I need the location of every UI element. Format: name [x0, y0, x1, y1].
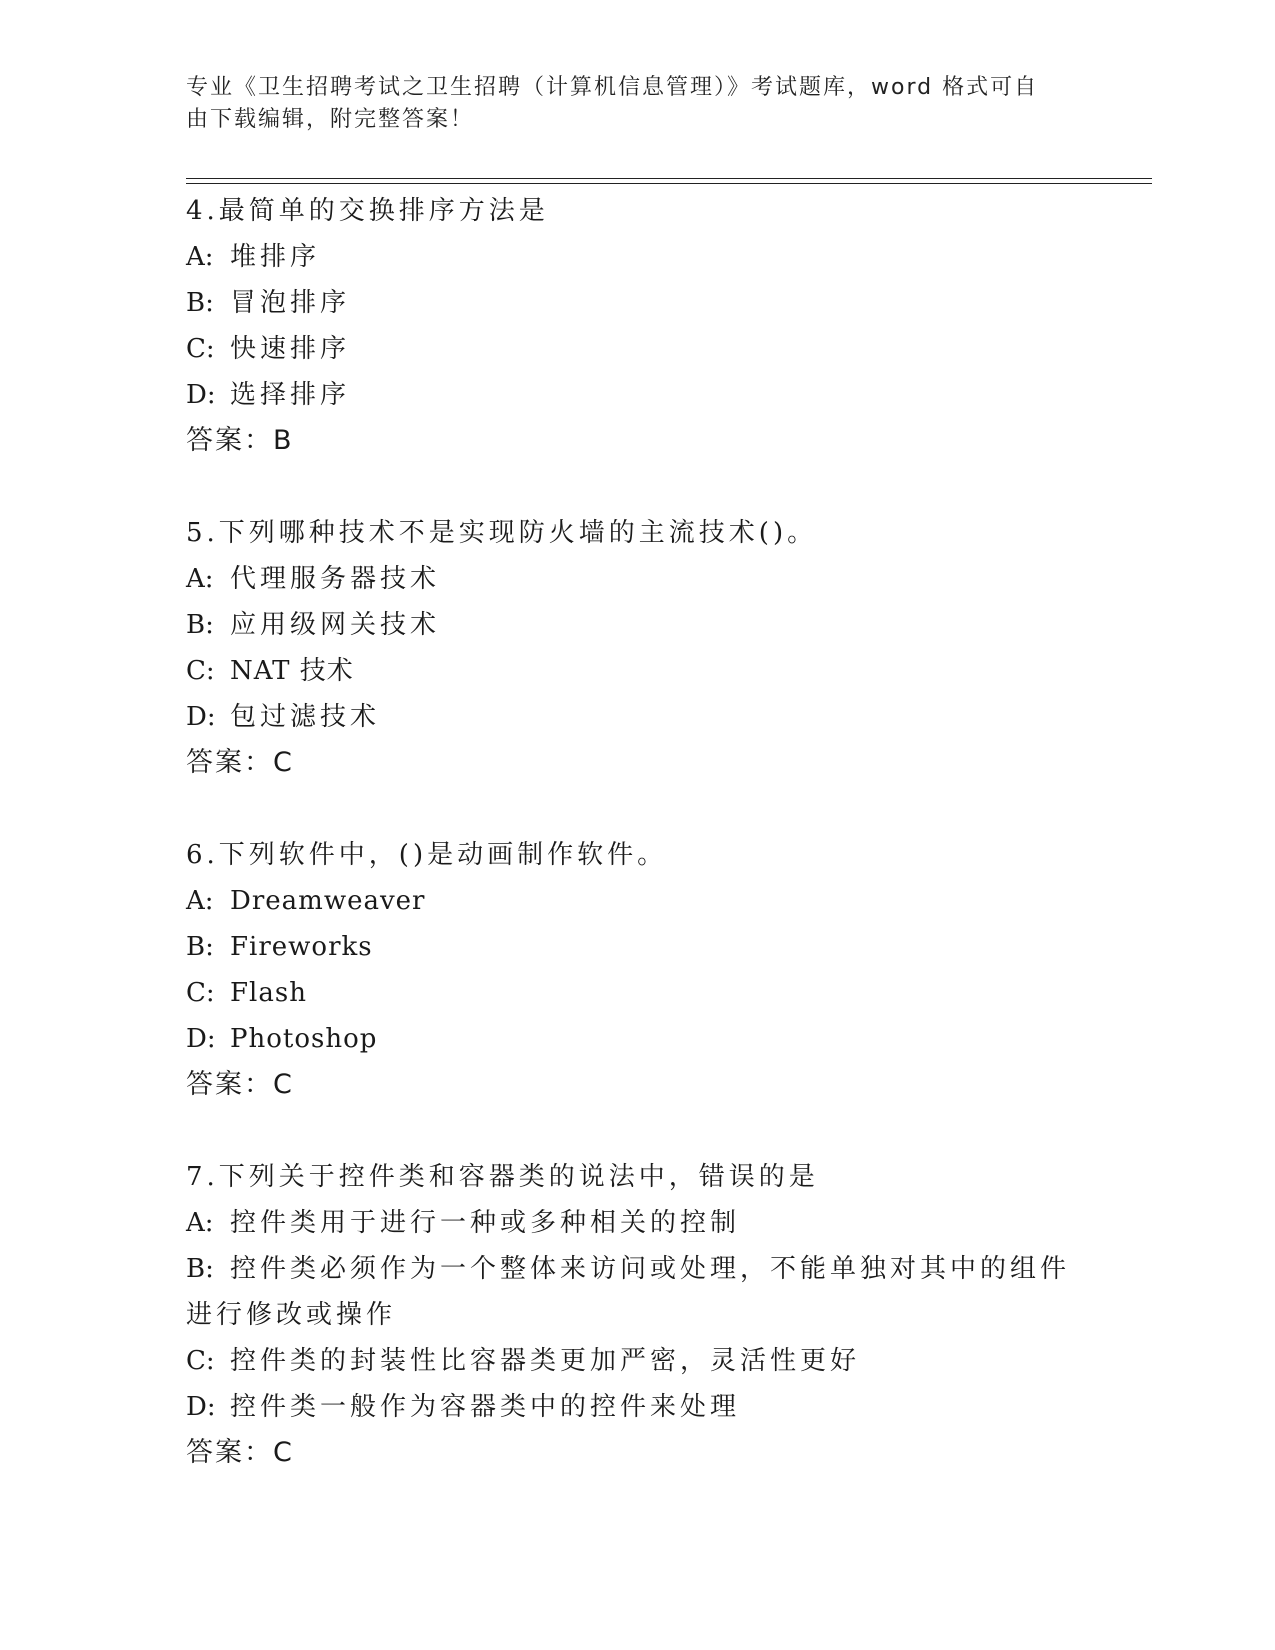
- option-a: [186, 234, 1086, 280]
- option-text: 应用级网关技术: [230, 610, 441, 640]
- option-letter: A:: [186, 242, 214, 272]
- option-d: [186, 372, 1086, 418]
- option-letter: B:: [186, 610, 214, 640]
- option-letter: C:: [186, 1346, 215, 1376]
- option-letter: D:: [186, 1392, 216, 1422]
- question-stem: 5.下列哪种技术不是实现防火墙的主流技术()。: [186, 518, 818, 548]
- option-d: [186, 1016, 1086, 1062]
- option-letter: B:: [186, 932, 214, 962]
- option-b: [186, 1246, 1086, 1338]
- header-line-1: 专业《卫生招聘考试之卫生招聘（计算机信息管理）》考试题库，word 格式可自: [186, 75, 1039, 100]
- answer-label: 答案：B: [186, 425, 294, 456]
- option-letter: B:: [186, 288, 214, 318]
- option-b: [186, 924, 1086, 970]
- option-b: [186, 602, 1086, 648]
- option-letter: D:: [186, 380, 216, 410]
- option-text: 代理服务器技术: [230, 564, 441, 594]
- document-header: [186, 72, 1066, 136]
- question-7: [186, 1154, 1086, 1476]
- option-text: Fireworks: [230, 932, 373, 962]
- option-text: 控件类用于进行一种或多种相关的控制: [230, 1208, 741, 1238]
- header-divider-bottom: [186, 183, 1152, 184]
- option-text: 冒泡排序: [230, 288, 351, 318]
- option-b: [186, 280, 1086, 326]
- option-a: [186, 556, 1086, 602]
- option-d: [186, 694, 1086, 740]
- option-letter: C:: [186, 656, 215, 686]
- option-c: [186, 326, 1086, 372]
- option-letter: A:: [186, 1208, 214, 1238]
- option-a: [186, 1200, 1086, 1246]
- question-list: [186, 188, 1086, 1522]
- option-letter: D:: [186, 702, 216, 732]
- option-text: 选择排序: [230, 380, 351, 410]
- option-d: [186, 1384, 1086, 1430]
- option-a: [186, 878, 1086, 924]
- option-letter: A:: [186, 886, 214, 916]
- option-text: Flash: [230, 978, 307, 1008]
- question-5: [186, 510, 1086, 786]
- option-text: 快速排序: [230, 334, 351, 364]
- answer-label: 答案：C: [186, 1437, 294, 1468]
- option-letter: A:: [186, 564, 214, 594]
- option-text: Photoshop: [230, 1024, 378, 1054]
- option-text: NAT 技术: [230, 656, 354, 686]
- option-c: [186, 648, 1086, 694]
- question-4: [186, 188, 1086, 464]
- option-text: 控件类必须作为一个整体来访问或处理，不能单独对其中的组件进行修改或操作: [186, 1254, 1071, 1330]
- question-stem: 7.下列关于控件类和容器类的说法中，错误的是: [186, 1162, 819, 1192]
- option-letter: C:: [186, 978, 215, 1008]
- option-letter: B:: [186, 1254, 214, 1284]
- option-text: Dreamweaver: [230, 886, 426, 916]
- option-text: 控件类一般作为容器类中的控件来处理: [230, 1392, 741, 1422]
- option-letter: D:: [186, 1024, 216, 1054]
- header-divider-top: [186, 178, 1152, 179]
- option-text: 堆排序: [230, 242, 321, 272]
- option-c: [186, 970, 1086, 1016]
- header-line-2: 由下载编辑，附完整答案！: [186, 107, 475, 132]
- question-stem: 4.最简单的交换排序方法是: [186, 196, 549, 226]
- question-stem: 6.下列软件中，()是动画制作软件。: [186, 840, 668, 870]
- answer-label: 答案：C: [186, 1069, 294, 1100]
- option-text: 控件类的封装性比容器类更加严密，灵活性更好: [230, 1346, 861, 1376]
- answer-label: 答案：C: [186, 747, 294, 778]
- option-text: 包过滤技术: [230, 702, 381, 732]
- option-letter: C:: [186, 334, 215, 364]
- question-6: [186, 832, 1086, 1108]
- option-c: [186, 1338, 1086, 1384]
